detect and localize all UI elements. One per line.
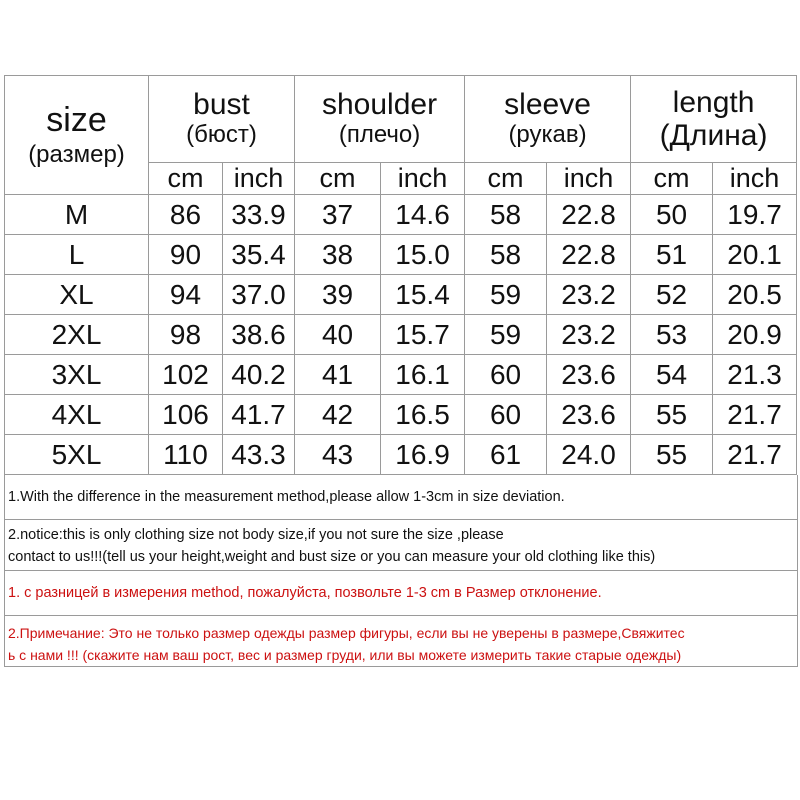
inch-value: 43.3 <box>223 435 295 475</box>
unit-inch: inch <box>381 163 465 195</box>
note-measurement-en: 1.With the difference in the measurement method,please allow 1-3cm in size deviation. <box>5 475 797 520</box>
cm-value: 39 <box>295 275 381 315</box>
note-notice-en-line1: 2.notice:this is only clothing size not body size,if you not sure the size ,please <box>8 527 504 543</box>
inch-value: 19.7 <box>713 195 797 235</box>
cm-value: 58 <box>465 195 547 235</box>
inch-value: 20.5 <box>713 275 797 315</box>
size-label: 4XL <box>5 395 149 435</box>
inch-value: 20.1 <box>713 235 797 275</box>
inch-value: 16.9 <box>381 435 465 475</box>
cm-value: 102 <box>149 355 223 395</box>
length-title: length <box>672 86 755 119</box>
inch-value: 21.7 <box>713 435 797 475</box>
unit-cm: cm <box>149 163 223 195</box>
inch-value: 14.6 <box>381 195 465 235</box>
inch-value: 23.2 <box>547 275 631 315</box>
cm-value: 51 <box>631 235 713 275</box>
shoulder-header <box>295 76 465 163</box>
cm-value: 42 <box>295 395 381 435</box>
inch-value: 16.5 <box>381 395 465 435</box>
inch-value: 23.2 <box>547 315 631 355</box>
bust-title-ru: (бюст) <box>186 121 257 149</box>
inch-value: 16.1 <box>381 355 465 395</box>
size-row <box>5 195 797 235</box>
inch-value: 38.6 <box>223 315 295 355</box>
inch-value: 23.6 <box>547 355 631 395</box>
size-row <box>5 315 797 355</box>
length-title-ru: (Длина) <box>659 119 768 152</box>
inch-value: 22.8 <box>547 195 631 235</box>
note-notice-ru-line1: 2.Примечание: Это не только размер одежды размер фигуры, если вы не уверены в размере,Свяжитес <box>8 625 685 641</box>
cm-value: 55 <box>631 435 713 475</box>
bust-title: bust <box>193 88 250 122</box>
cm-value: 40 <box>295 315 381 355</box>
cm-value: 58 <box>465 235 547 275</box>
cm-value: 53 <box>631 315 713 355</box>
cm-value: 52 <box>631 275 713 315</box>
cm-value: 38 <box>295 235 381 275</box>
size-label: 3XL <box>5 355 149 395</box>
size-table <box>4 75 797 475</box>
cm-value: 37 <box>295 195 381 235</box>
cm-value: 98 <box>149 315 223 355</box>
inch-value: 40.2 <box>223 355 295 395</box>
size-header-cell <box>5 76 149 195</box>
unit-inch: inch <box>223 163 295 195</box>
shoulder-title: shoulder <box>321 88 438 122</box>
note-notice-ru-line2: ь с нами !!! (скажите нам ваш рост, вес и размер груди, или вы можете измерить такие старые одежды) <box>8 647 682 663</box>
size-row <box>5 235 797 275</box>
cm-value: 54 <box>631 355 713 395</box>
size-row <box>5 355 797 395</box>
cm-value: 106 <box>149 395 223 435</box>
unit-cm: cm <box>295 163 381 195</box>
cm-value: 94 <box>149 275 223 315</box>
shoulder-title-ru: (плечо) <box>338 121 421 149</box>
inch-value: 22.8 <box>547 235 631 275</box>
cm-value: 55 <box>631 395 713 435</box>
cm-value: 60 <box>465 355 547 395</box>
cm-value: 90 <box>149 235 223 275</box>
bust-header <box>149 76 295 163</box>
unit-inch: inch <box>547 163 631 195</box>
size-row <box>5 275 797 315</box>
size-row <box>5 435 797 475</box>
inch-value: 37.0 <box>223 275 295 315</box>
inch-value: 23.6 <box>547 395 631 435</box>
size-label: XL <box>5 275 149 315</box>
inch-value: 15.7 <box>381 315 465 355</box>
inch-value: 21.3 <box>713 355 797 395</box>
inch-value: 33.9 <box>223 195 295 235</box>
cm-value: 60 <box>465 395 547 435</box>
cm-value: 50 <box>631 195 713 235</box>
cm-value: 86 <box>149 195 223 235</box>
unit-inch: inch <box>713 163 797 195</box>
sleeve-title: sleeve <box>504 88 591 122</box>
note-notice-ru <box>5 616 797 667</box>
unit-cm: cm <box>465 163 547 195</box>
sleeve-title-ru: (рукав) <box>508 121 587 149</box>
size-label: L <box>5 235 149 275</box>
length-header <box>631 76 797 163</box>
note-notice-en-line2: contact to us!!!(tell us your height,weight and bust size or you can measure your old clothing like this) <box>8 549 656 565</box>
inch-value: 24.0 <box>547 435 631 475</box>
size-row <box>5 395 797 435</box>
inch-value: 21.7 <box>713 395 797 435</box>
inch-value: 20.9 <box>713 315 797 355</box>
sleeve-header <box>465 76 631 163</box>
note-notice-en <box>5 520 797 571</box>
size-label: M <box>5 195 149 235</box>
note-measurement-ru: 1. с разницей в измерения method, пожалуйста, позвольте 1-3 cm в Размер отклонение. <box>5 571 797 616</box>
cm-value: 110 <box>149 435 223 475</box>
unit-cm: cm <box>631 163 713 195</box>
cm-value: 43 <box>295 435 381 475</box>
size-title: size <box>46 101 107 140</box>
inch-value: 41.7 <box>223 395 295 435</box>
cm-value: 59 <box>465 275 547 315</box>
size-label: 2XL <box>5 315 149 355</box>
cm-value: 41 <box>295 355 381 395</box>
size-rows <box>5 195 797 475</box>
size-title-ru: (размер) <box>28 140 125 168</box>
size-label: 5XL <box>5 435 149 475</box>
size-chart <box>4 75 796 667</box>
cm-value: 59 <box>465 315 547 355</box>
notes-section <box>4 475 798 667</box>
cm-value: 61 <box>465 435 547 475</box>
inch-value: 35.4 <box>223 235 295 275</box>
inch-value: 15.0 <box>381 235 465 275</box>
inch-value: 15.4 <box>381 275 465 315</box>
